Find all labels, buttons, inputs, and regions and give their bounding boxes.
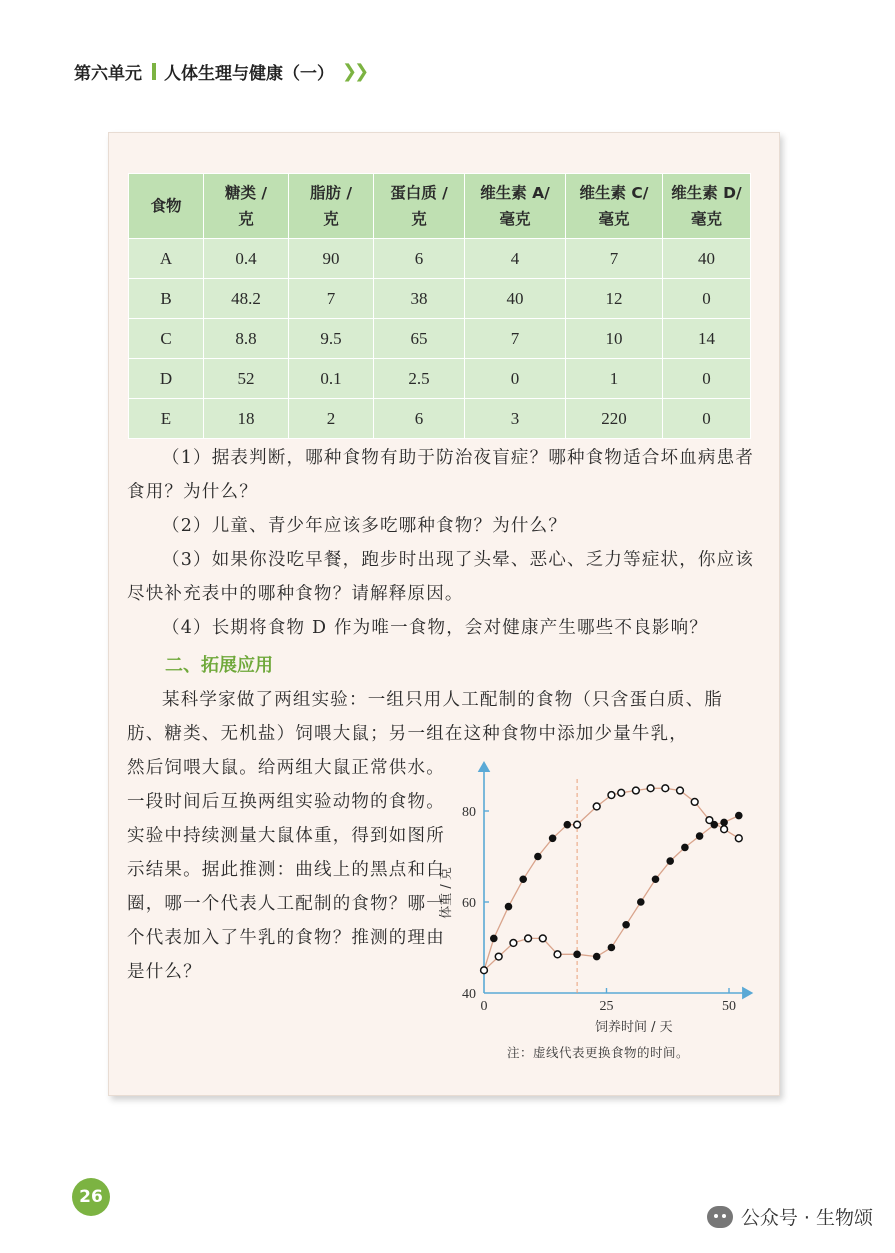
- table-cell: 6: [374, 399, 465, 439]
- y-tick-label: 40: [462, 987, 476, 1002]
- nutrition-table: [128, 173, 751, 439]
- white-circle-point: [706, 817, 713, 824]
- table-cell: 52: [204, 359, 289, 399]
- table-cell: 48.2: [204, 279, 289, 319]
- table-cell: 38: [374, 279, 465, 319]
- header-vitamin-a: 维生素 A/ 毫克: [465, 174, 566, 239]
- table-cell: 4: [465, 239, 566, 279]
- table-cell: 7: [465, 319, 566, 359]
- table-cell: 2: [289, 399, 374, 439]
- question-1: （1）据表判断，哪种食物有助于防治夜盲症？哪种食物适合坏血病患者食用？为什么？: [127, 448, 755, 502]
- table-cell: 14: [663, 319, 751, 359]
- content-panel: [108, 132, 780, 1096]
- black-dot-point: [652, 876, 659, 883]
- section-intro: 某科学家做了两组实验：一组只用人工配制的食物（只含蛋白质、脂肪、糖类、无机盐）饲喂大鼠；另一组在这种食物中添加少量牛乳，: [127, 690, 723, 744]
- table-cell: 90: [289, 239, 374, 279]
- table-row: [129, 399, 751, 439]
- white-circle-point: [662, 785, 669, 792]
- white-circle-point: [633, 787, 640, 794]
- table-cell: 40: [465, 279, 566, 319]
- black-dot-point: [721, 819, 728, 826]
- white-circle-point: [525, 935, 532, 942]
- white-circle-point: [691, 799, 698, 806]
- black-dot-point: [667, 858, 674, 865]
- table-cell: 40: [663, 239, 751, 279]
- table-row: [129, 239, 751, 279]
- table-header-row: [129, 174, 751, 239]
- table-cell: A: [129, 239, 204, 279]
- table-cell: 220: [566, 399, 663, 439]
- section-body: 然后饲喂大鼠。给两组大鼠正常供水。一段时间后互换两组实验动物的食物。实验中持续测量大鼠体重，得到如图所示结果。据此推测：曲线上的黑点和白圈，哪一个代表人工配制的食物？哪一个代表加入了牛乳的食物？推测的理由是什么？: [127, 758, 445, 982]
- table-cell: 7: [566, 239, 663, 279]
- table-cell: 9.5: [289, 319, 374, 359]
- header-sugar: 糖类 / 克: [204, 174, 289, 239]
- table-cell: B: [129, 279, 204, 319]
- unit-title: 人体生理与健康（一）: [164, 63, 334, 84]
- table-cell: 6: [374, 239, 465, 279]
- table-cell: 0: [663, 399, 751, 439]
- white-circle-point: [608, 792, 615, 799]
- double-chevron-icon: ❯❯: [342, 60, 367, 82]
- table-cell: C: [129, 319, 204, 359]
- black-dot-point: [682, 844, 689, 851]
- page-number: 26: [72, 1178, 110, 1216]
- page-header: [74, 58, 366, 84]
- white-circle-point: [510, 940, 517, 947]
- white-circle-point: [647, 785, 654, 792]
- weight-chart: [439, 753, 759, 1043]
- table-cell: 65: [374, 319, 465, 359]
- table-cell: 0.4: [204, 239, 289, 279]
- table-cell: 8.8: [204, 319, 289, 359]
- question-4: （4）长期将食物 D 作为唯一食物，会对健康产生哪些不良影响？: [162, 618, 708, 638]
- question-2: （2）儿童、青少年应该多吃哪种食物？为什么？: [162, 516, 568, 536]
- x-axis-label: 饲养时间 / 天: [595, 1020, 673, 1035]
- table-cell: E: [129, 399, 204, 439]
- black-dot-point: [608, 944, 615, 951]
- black-dot-point: [574, 951, 581, 958]
- black-dot-point: [535, 853, 542, 860]
- black-dot-point: [696, 833, 703, 840]
- white-circle-point: [593, 803, 600, 810]
- unit-label: 第六单元: [74, 63, 142, 84]
- white-circle-point: [481, 967, 488, 974]
- white-circle-point: [735, 835, 742, 842]
- black-dot-point: [593, 953, 600, 960]
- table-cell: 10: [566, 319, 663, 359]
- y-tick-label: 60: [462, 896, 476, 911]
- divider-bar: [152, 63, 156, 80]
- header-vitamin-d: 维生素 D/ 毫克: [663, 174, 751, 239]
- black-dot-point: [549, 835, 556, 842]
- watermark: [707, 1203, 873, 1230]
- table-cell: 0: [663, 279, 751, 319]
- header-protein: 蛋白质 / 克: [374, 174, 465, 239]
- y-tick-label: 80: [462, 805, 476, 820]
- header-fat: 脂肪 / 克: [289, 174, 374, 239]
- table-row: [129, 359, 751, 399]
- table-cell: 1: [566, 359, 663, 399]
- wechat-icon: [707, 1206, 733, 1228]
- x-tick-label: 25: [599, 999, 614, 1014]
- table-cell: 0.1: [289, 359, 374, 399]
- white-circle-point: [618, 789, 625, 796]
- table-cell: 3: [465, 399, 566, 439]
- black-dot-point: [637, 899, 644, 906]
- header-vitamin-c: 维生素 C/ 毫克: [566, 174, 663, 239]
- black-dot-point: [564, 821, 571, 828]
- x-tick-label: 0: [480, 999, 488, 1014]
- black-dot-point: [505, 903, 512, 910]
- table-cell: 0: [465, 359, 566, 399]
- white-circle-point: [721, 826, 728, 833]
- white-circle-point: [677, 787, 684, 794]
- question-3: （3）如果你没吃早餐，跑步时出现了头晕、恶心、乏力等症状，你应该尽快补充表中的哪种食物？请解释原因。: [127, 550, 755, 604]
- table-cell: 12: [566, 279, 663, 319]
- table-cell: 0: [663, 359, 751, 399]
- y-axis-label: 体重 / 克: [439, 867, 454, 919]
- black-dot-point: [623, 921, 630, 928]
- chart-note: 注：虚线代表更换食物的时间。: [507, 1045, 690, 1060]
- white-circle-point: [539, 935, 546, 942]
- watermark-text: 公众号 · 生物颂: [740, 1207, 873, 1229]
- black-dot-point: [735, 812, 742, 819]
- table-cell: 18: [204, 399, 289, 439]
- white-circle-point: [574, 821, 581, 828]
- table-cell: D: [129, 359, 204, 399]
- section-title: 二、拓展应用: [165, 655, 273, 676]
- table-row: [129, 279, 751, 319]
- black-dot-point: [520, 876, 527, 883]
- black-dot-point: [490, 935, 497, 942]
- x-tick-label: 50: [722, 999, 736, 1014]
- white-circle-point: [495, 953, 502, 960]
- header-food: 食物: [129, 174, 204, 239]
- table-row: [129, 319, 751, 359]
- table-cell: 7: [289, 279, 374, 319]
- white-circle-point: [554, 951, 561, 958]
- table-cell: 2.5: [374, 359, 465, 399]
